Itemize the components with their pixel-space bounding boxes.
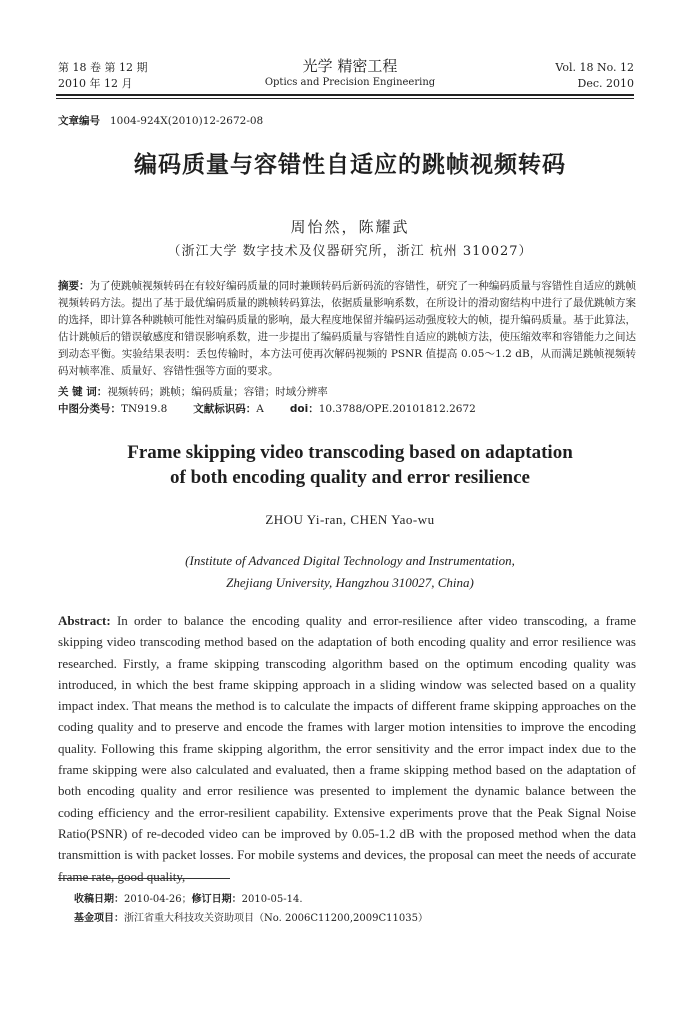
received-value: 2010-04-26； (124, 894, 192, 905)
classification-line (58, 401, 658, 416)
affiliation-cn: （浙江大学 数字技术及仪器研究所，浙江 杭州 310027） (167, 244, 533, 259)
article-number-value: 1004-924X(2010)12-2672-08 (110, 115, 264, 127)
header-date-en: Dec. 2010 (577, 77, 634, 90)
received-label: 收稿日期： (74, 894, 124, 905)
abstract-en-label: Abstract: (58, 613, 111, 628)
header-volume: 第 18 卷 第 12 期 (58, 61, 148, 74)
header-rule-thin (56, 98, 634, 99)
footnote-dates (74, 890, 634, 905)
doc-code-value: A (256, 403, 264, 415)
keywords-cn (58, 384, 636, 399)
doi-label: doi： (289, 403, 319, 415)
footnote-funding (74, 909, 634, 924)
footnote-rule (58, 878, 230, 879)
abstract-en-text: In order to balance the encoding quality and error-resilience after video transcoding, a frame skipping video transcoding method based on the adaptation of both encoding quality and error resilience was researched. Firstly, a frame skipping transcoding algorithm based on the optimum encoding quality was introduced, in which the best frame skipping approach in a sliding window was selected based on a quality impact index. That means the method is to calculate the impacts of different frame skipping approaches on the coding quality and to preserve and encode the frames with larger motion intensities to improve the encoding quality. Following this frame skipping algorithm, the error sensitivity and the error impact index due to the frame skipping were also calculated and evaluated, then a frame skipping method based on the adaptation of both encoding quality and error resilience was presented to implement the dynamic balance between the coding efficiency and the error-resilient capability. Extensive experiments prove that the Peak Signal Noise Ratio(PSNR) of re-decoded video can be improved by 0.05-1.2 dB with the proposed method when the data transmittion is with packet losses. For mobile systems and devices, the proposal can meet the needs of accurate frame rate, good quality, (58, 613, 636, 884)
keywords-cn-text: 视频转码；跳帧；编码质量；容错；时域分辨率 (107, 386, 328, 398)
affiliation-en-line1: (Institute of Advanced Digital Technology and Instrumentation, (185, 553, 515, 568)
fund-value: 浙江省重大科技攻关资助项目（No. 2006C11200,2009C11035） (124, 913, 428, 924)
abstract-en (58, 610, 636, 887)
article-number (58, 113, 263, 128)
header-rule (56, 94, 634, 96)
journal-title-en: Optics and Precision Engineering (264, 77, 436, 88)
title-en-line1: Frame skipping video transcoding based on adaptation (127, 442, 573, 463)
abstract-cn-text: 为了使跳帧视频转码在有较好编码质量的同时兼顾转码后新码流的容错性，研究了一种编码质量与容错性自适应的跳帧视频转码方法。提出了基于最优编码质量的跳帧转码算法，依据质量影响系数，在所设计的滑动窗结构中进行了最优跳帧方案的选择，即计算各种跳帧可能性对编码质量的影响，最大程度地保留并编码运动强度较大的帧，提升编码质量。基于此算法，估计跳帧后的错误敏感度和错误影响系数，进一步提出了编码质量与容错性自适应的跳帧方法，使压缩效率和容错能力之间达到动态平衡。实验结果表明：丢包传输时，本方法可使再次解码视频的 PSNR 值提高 0.05～1.2 dB，从而满足跳帧视频转码对帧率准、质量好、容错性强等方面的要求。 (58, 280, 637, 377)
doc-code-label: 文献标识码： (193, 403, 257, 415)
title-cn: 编码质量与容错性自适应的跳帧视频转码 (134, 152, 566, 178)
header-volume-en (555, 60, 634, 92)
authors-cn: 周怡然，陈耀武 (290, 218, 410, 236)
header-vol-no: Vol. 18 No. 12 (555, 61, 634, 74)
affiliation-en (0, 550, 700, 594)
abstract-cn-label: 摘要： (58, 280, 90, 292)
abstract-cn (58, 278, 636, 380)
doi-value: 10.3788/OPE.20101812.2672 (318, 403, 476, 415)
clc-label: 中图分类号： (58, 403, 121, 415)
journal-title-cn: 光学 精密工程 (302, 57, 398, 75)
clc-value: TN919.8 (121, 403, 168, 415)
revised-label: 修订日期： (191, 894, 242, 905)
affiliation-en-line2: Zhejiang University, Hangzhou 310027, China) (226, 575, 474, 590)
header-date-cn: 2010 年 12 月 (58, 77, 133, 90)
revised-value: 2010-05-14. (241, 894, 303, 905)
keywords-cn-label: 关 键 词： (58, 386, 108, 398)
fund-label: 基金项目： (74, 913, 124, 924)
title-en (0, 440, 700, 490)
article-number-label: 文章编号 (58, 115, 100, 127)
title-en-line2: of both encoding quality and error resilience (170, 467, 530, 488)
authors-en: ZHOU Yi-ran, CHEN Yao-wu (265, 512, 435, 527)
